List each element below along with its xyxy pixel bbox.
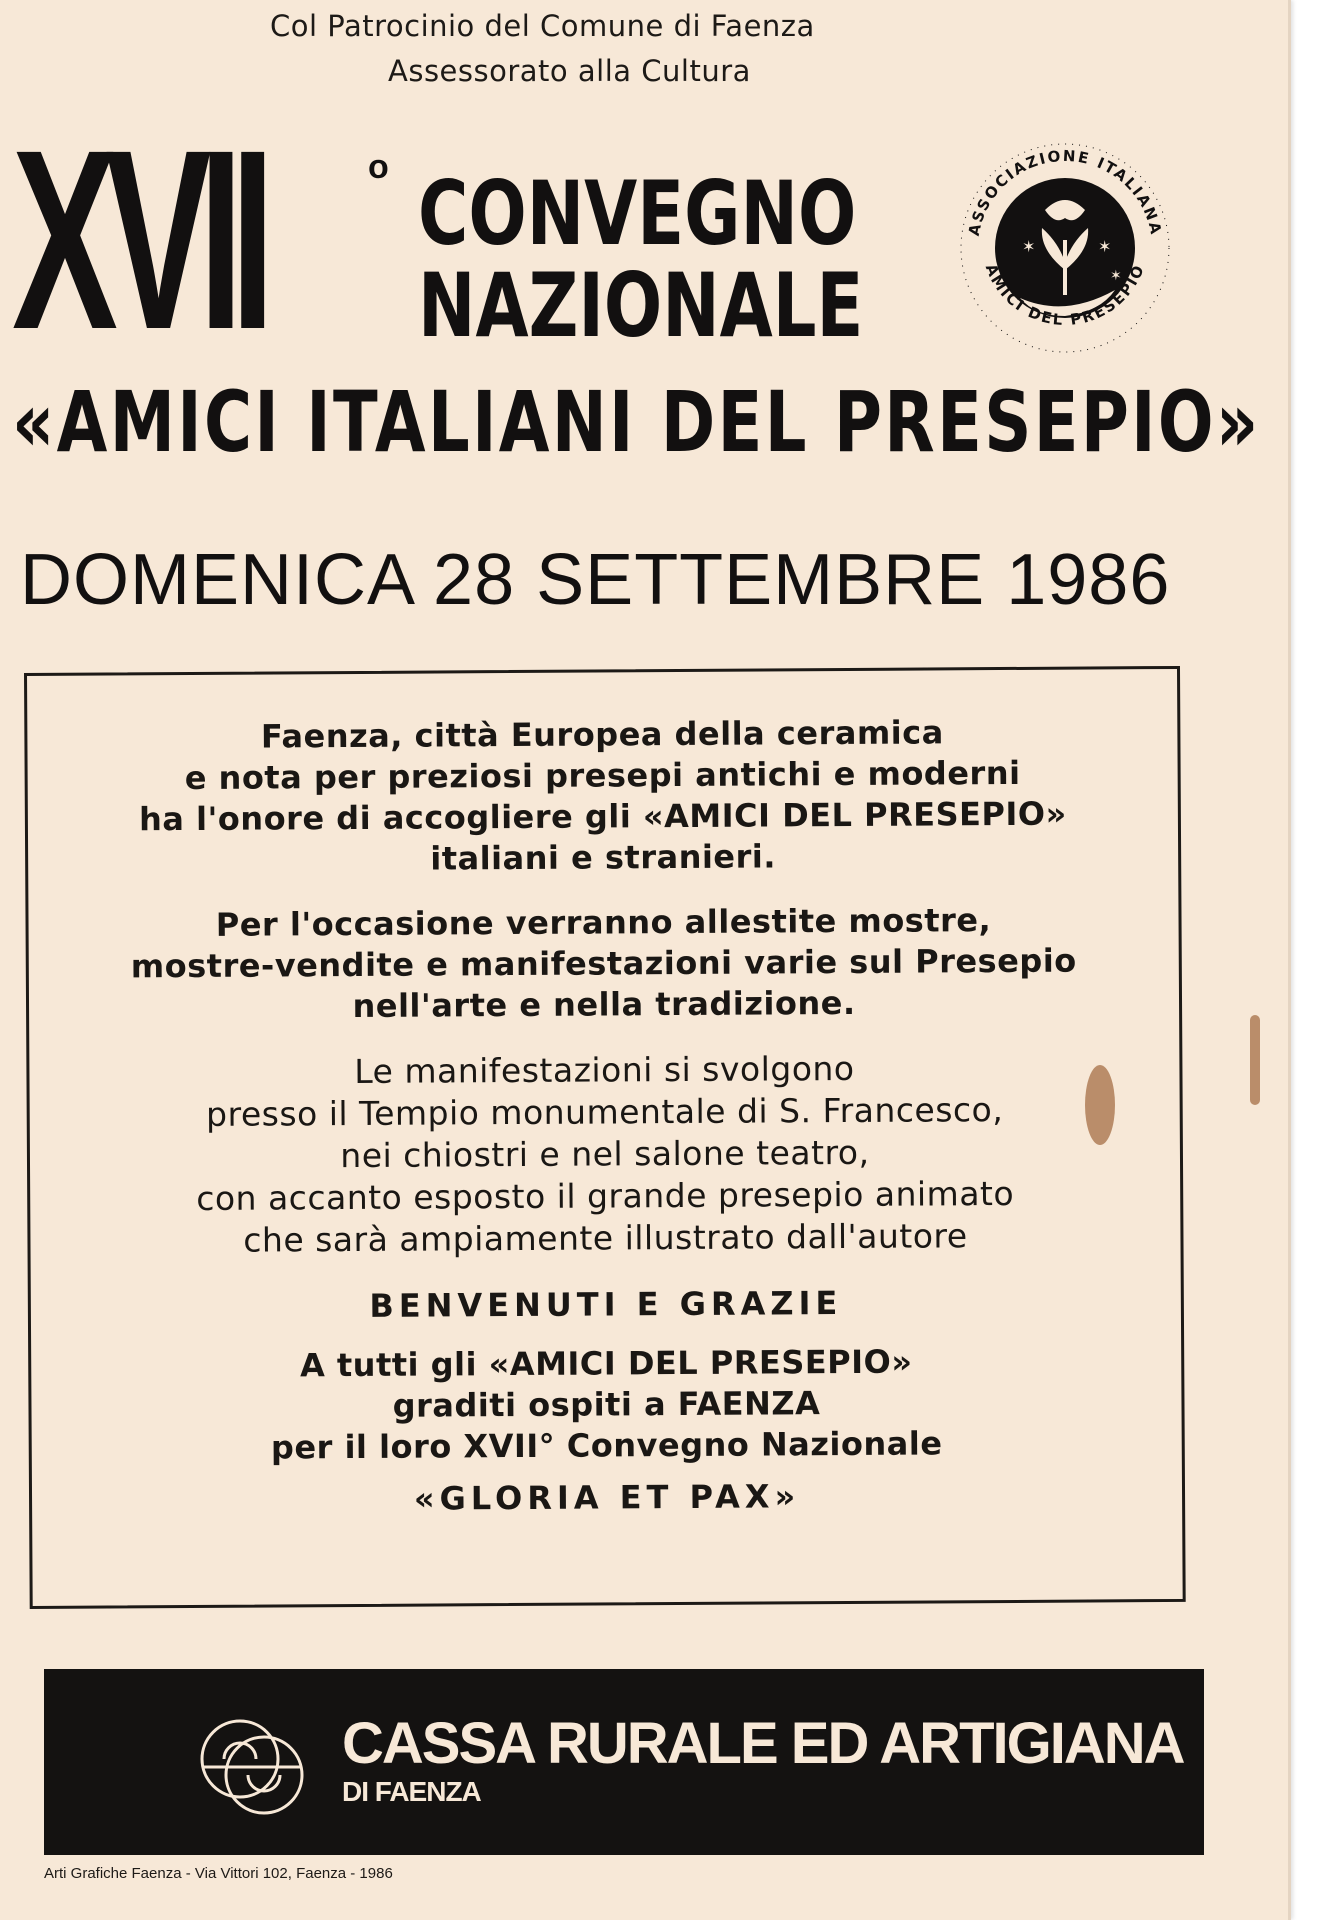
- exhibitions-paragraph: [28, 899, 1179, 1029]
- greeting-line: graditi ospiti a FAENZA: [392, 1384, 821, 1425]
- sponsor-city: DI FAENZA: [342, 1776, 481, 1807]
- venue-line: che sarà ampiamente illustrato dall'autore: [243, 1216, 968, 1260]
- printer-credit: Arti Grafiche Faenza - Via Vittori 102, Faenza - 1986: [44, 1865, 393, 1882]
- venue-line: nei chiostri e nel salone teatro,: [340, 1132, 870, 1176]
- intro-line: Faenza, città Europea della ceramica: [260, 713, 944, 756]
- association-emblem: [950, 130, 1180, 360]
- intro-paragraph: [27, 711, 1178, 882]
- svg-text:✶: ✶: [1098, 237, 1112, 256]
- emblem-top-text: ASSOCIAZIONE ITALIANA: [964, 146, 1166, 238]
- info-box: [24, 666, 1186, 1609]
- motto: «GLORIA ET PAX»: [413, 1477, 801, 1518]
- exhibitions-line: nell'arte e nella tradizione.: [352, 983, 856, 1025]
- bank-logo-icon: [184, 1707, 320, 1827]
- svg-text:✶: ✶: [1110, 268, 1122, 284]
- patronage-line-1: Col Patrocinio del Comune di Faenza: [270, 9, 815, 43]
- exhibitions-line: Per l'occasione verranno allestite mostre,: [215, 901, 992, 944]
- sponsor-banner: [44, 1669, 1204, 1855]
- headline-line-2: NAZIONALE: [418, 254, 864, 357]
- svg-text:✶: ✶: [1022, 237, 1036, 256]
- info-box-content: [27, 711, 1182, 1522]
- intro-line: italiani e stranieri.: [430, 837, 777, 878]
- patronage: [270, 4, 930, 94]
- greeting-line: A tutti gli «AMICI DEL PRESEPIO»: [299, 1342, 913, 1385]
- greeting-line: per il loro XVII° Convegno Nazionale: [270, 1424, 943, 1467]
- degree-mark: o: [368, 148, 389, 186]
- venue-line: Le manifestazioni si svolgono: [354, 1048, 855, 1091]
- stain-streak: [1250, 1015, 1260, 1105]
- association-title: «AMICI ITALIANI DEL PRESEPIO»: [12, 373, 1261, 471]
- exhibitions-line: mostre-vendite e manifestazioni varie sul Presepio: [130, 941, 1077, 986]
- headline-line-1: CONVEGNO: [418, 162, 857, 265]
- intro-line: e nota per preziosi presepi antichi e moderni: [184, 753, 1021, 798]
- headline-title: [418, 162, 864, 357]
- sheet-edge: [1288, 0, 1291, 1920]
- roman-numeral: XVII: [12, 97, 263, 383]
- venue-line: presso il Tempio monumentale di S. Francesco,: [205, 1090, 1004, 1134]
- venue-paragraph: [29, 1046, 1180, 1263]
- event-date: DOMENICA 28 SETTEMBRE 1986: [20, 540, 1171, 620]
- intro-line: ha l'onore di accogliere gli «AMICI DEL PRESEPIO»: [138, 794, 1067, 839]
- welcome-heading: BENVENUTI E GRAZIE: [369, 1284, 843, 1325]
- sponsor-name: CASSA RURALE ED ARTIGIANA: [342, 1711, 1184, 1776]
- emblem-bottom-text: AMICI DEL PRESEPIO: [981, 261, 1149, 330]
- greeting-paragraph: [31, 1340, 1182, 1470]
- patronage-line-2: Assessorato alla Cultura: [388, 54, 751, 88]
- venue-line: con accanto esposto il grande presepio animato: [196, 1173, 1015, 1218]
